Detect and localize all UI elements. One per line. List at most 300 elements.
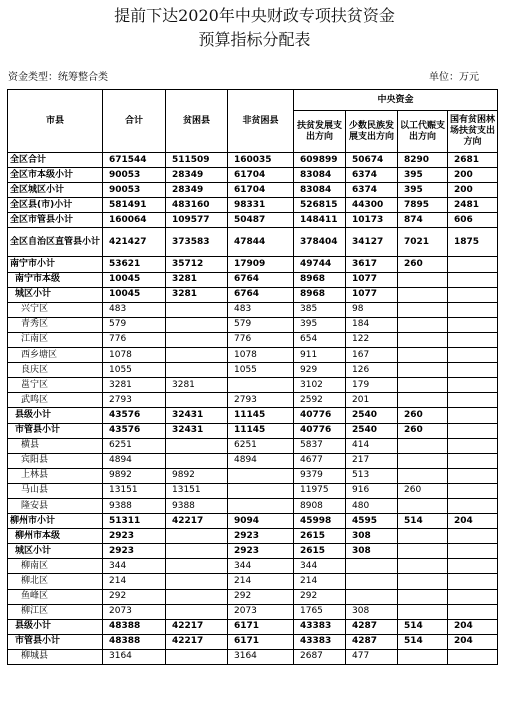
table-row xyxy=(8,183,498,198)
row-value: 373583 xyxy=(166,228,228,257)
header-ethnic-development: 少数民族发展支出方向 xyxy=(346,111,398,153)
row-value: 606 xyxy=(448,213,498,228)
row-value: 421427 xyxy=(103,228,166,257)
row-value xyxy=(228,378,294,393)
row-value: 483 xyxy=(103,302,166,317)
row-value: 8908 xyxy=(294,498,346,513)
row-name: 武鸣区 xyxy=(8,393,103,408)
table-row xyxy=(8,348,498,363)
row-value: 2592 xyxy=(294,393,346,408)
table-row xyxy=(8,198,498,213)
row-value: 581491 xyxy=(103,198,166,213)
row-name: 南宁市小计 xyxy=(8,257,103,272)
row-value: 9388 xyxy=(166,498,228,513)
row-name: 市管县小计 xyxy=(8,634,103,649)
row-value: 214 xyxy=(103,574,166,589)
row-value: 2073 xyxy=(103,604,166,619)
header-non-poor-county: 非贫困县 xyxy=(228,90,294,153)
row-value: 2681 xyxy=(448,153,498,168)
row-value: 179 xyxy=(346,378,398,393)
row-value: 204 xyxy=(448,634,498,649)
table-row xyxy=(8,438,498,453)
row-value xyxy=(166,574,228,589)
row-value: 6374 xyxy=(346,168,398,183)
row-name: 柳城县 xyxy=(8,649,103,664)
row-value xyxy=(166,453,228,468)
row-name: 上林县 xyxy=(8,468,103,483)
row-value xyxy=(398,348,448,363)
row-value: 17909 xyxy=(228,257,294,272)
table-row xyxy=(8,529,498,544)
table-row xyxy=(8,483,498,498)
row-value: 526815 xyxy=(294,198,346,213)
row-value: 1055 xyxy=(228,363,294,378)
row-value: 4894 xyxy=(103,453,166,468)
row-value: 344 xyxy=(228,559,294,574)
row-value: 513 xyxy=(346,468,398,483)
row-value xyxy=(398,332,448,347)
row-value: 47844 xyxy=(228,228,294,257)
row-value: 9388 xyxy=(103,498,166,513)
row-value xyxy=(398,287,448,302)
row-value xyxy=(448,574,498,589)
row-value xyxy=(448,302,498,317)
row-value xyxy=(448,348,498,363)
row-value: 4287 xyxy=(346,619,398,634)
row-value xyxy=(448,529,498,544)
row-value xyxy=(228,468,294,483)
row-name: 江南区 xyxy=(8,332,103,347)
header-work-relief: 以工代赈支出方向 xyxy=(398,111,448,153)
row-value xyxy=(228,498,294,513)
row-value xyxy=(166,348,228,363)
row-value xyxy=(448,453,498,468)
row-value: 2923 xyxy=(103,544,166,559)
row-value: 395 xyxy=(294,317,346,332)
row-value xyxy=(398,589,448,604)
row-value: 6171 xyxy=(228,634,294,649)
row-name: 柳州市本级 xyxy=(8,529,103,544)
row-value xyxy=(398,544,448,559)
row-value xyxy=(448,272,498,287)
row-value: 1055 xyxy=(103,363,166,378)
table-row xyxy=(8,408,498,423)
row-value: 1875 xyxy=(448,228,498,257)
row-value xyxy=(166,544,228,559)
row-value xyxy=(398,559,448,574)
row-value: 344 xyxy=(294,559,346,574)
row-value: 6251 xyxy=(228,438,294,453)
row-value xyxy=(448,589,498,604)
row-value: 483 xyxy=(228,302,294,317)
row-value: 28349 xyxy=(166,183,228,198)
table-row xyxy=(8,559,498,574)
table-row xyxy=(8,332,498,347)
table-row xyxy=(8,574,498,589)
row-value: 9379 xyxy=(294,468,346,483)
row-value xyxy=(166,589,228,604)
row-value: 40776 xyxy=(294,408,346,423)
header-county: 市县 xyxy=(8,90,103,153)
row-value: 201 xyxy=(346,393,398,408)
row-value xyxy=(398,363,448,378)
table-row xyxy=(8,378,498,393)
row-value: 308 xyxy=(346,529,398,544)
fund-type-label: 资金类型：统筹整合类 xyxy=(8,72,108,83)
row-value xyxy=(448,287,498,302)
table-row xyxy=(8,287,498,302)
row-value: 83084 xyxy=(294,183,346,198)
table-row xyxy=(8,468,498,483)
document-title: 提前下达2020年中央财政专项扶贫资金 xyxy=(114,6,395,25)
table-row xyxy=(8,257,498,272)
row-value: 3164 xyxy=(103,649,166,664)
row-value: 43383 xyxy=(294,634,346,649)
row-name: 全区县(市)小计 xyxy=(8,198,103,213)
row-name: 鱼峰区 xyxy=(8,589,103,604)
row-value xyxy=(448,378,498,393)
row-value: 260 xyxy=(398,483,448,498)
row-value xyxy=(166,529,228,544)
row-value xyxy=(448,468,498,483)
row-value: 42217 xyxy=(166,634,228,649)
row-value: 483160 xyxy=(166,198,228,213)
row-value: 609899 xyxy=(294,153,346,168)
row-value xyxy=(448,604,498,619)
row-value: 7021 xyxy=(398,228,448,257)
row-value: 11975 xyxy=(294,483,346,498)
row-value: 7895 xyxy=(398,198,448,213)
row-value xyxy=(166,438,228,453)
row-value: 874 xyxy=(398,213,448,228)
row-value xyxy=(398,529,448,544)
row-name: 全区合计 xyxy=(8,153,103,168)
row-value: 11145 xyxy=(228,423,294,438)
table-row xyxy=(8,423,498,438)
table-row xyxy=(8,317,498,332)
row-name: 西乡塘区 xyxy=(8,348,103,363)
row-value xyxy=(166,559,228,574)
row-name: 全区市管县小计 xyxy=(8,213,103,228)
row-value: 911 xyxy=(294,348,346,363)
row-value: 204 xyxy=(448,619,498,634)
row-value: 4677 xyxy=(294,453,346,468)
row-value: 98 xyxy=(346,302,398,317)
row-value: 2923 xyxy=(103,529,166,544)
row-value: 260 xyxy=(398,257,448,272)
row-value: 32431 xyxy=(166,408,228,423)
document-subtitle: 预算指标分配表 xyxy=(198,30,311,49)
row-value: 2615 xyxy=(294,544,346,559)
row-name: 宾阳县 xyxy=(8,453,103,468)
row-value: 214 xyxy=(228,574,294,589)
row-value: 48388 xyxy=(103,634,166,649)
row-value: 160064 xyxy=(103,213,166,228)
row-value: 42217 xyxy=(166,514,228,529)
row-value: 514 xyxy=(398,634,448,649)
row-value: 43576 xyxy=(103,423,166,438)
table-row xyxy=(8,363,498,378)
row-value xyxy=(228,483,294,498)
row-value: 2923 xyxy=(228,544,294,559)
row-value: 9892 xyxy=(103,468,166,483)
row-value: 160035 xyxy=(228,153,294,168)
row-value xyxy=(398,302,448,317)
table-body xyxy=(8,153,498,665)
table-row xyxy=(8,168,498,183)
row-value xyxy=(398,438,448,453)
row-value xyxy=(398,453,448,468)
row-value xyxy=(448,423,498,438)
row-value: 43383 xyxy=(294,619,346,634)
row-value xyxy=(448,438,498,453)
row-value xyxy=(346,574,398,589)
row-name: 柳南区 xyxy=(8,559,103,574)
row-name: 县级小计 xyxy=(8,408,103,423)
row-value: 260 xyxy=(398,408,448,423)
row-value: 579 xyxy=(103,317,166,332)
header-poverty-development: 扶贫发展支出方向 xyxy=(294,111,346,153)
row-value xyxy=(166,604,228,619)
row-value: 2923 xyxy=(228,529,294,544)
row-value: 2793 xyxy=(103,393,166,408)
row-value: 654 xyxy=(294,332,346,347)
row-value xyxy=(166,302,228,317)
row-name: 马山县 xyxy=(8,483,103,498)
row-value: 6764 xyxy=(228,272,294,287)
row-name: 县级小计 xyxy=(8,619,103,634)
row-value xyxy=(398,498,448,513)
table-row xyxy=(8,604,498,619)
row-value: 511509 xyxy=(166,153,228,168)
row-value: 2793 xyxy=(228,393,294,408)
row-value: 260 xyxy=(398,423,448,438)
row-value xyxy=(166,649,228,664)
row-name: 柳州市小计 xyxy=(8,514,103,529)
row-value: 3281 xyxy=(166,287,228,302)
row-value: 13151 xyxy=(103,483,166,498)
row-value: 44300 xyxy=(346,198,398,213)
row-value xyxy=(448,317,498,332)
row-value: 3102 xyxy=(294,378,346,393)
row-value: 671544 xyxy=(103,153,166,168)
row-value: 6251 xyxy=(103,438,166,453)
row-name: 青秀区 xyxy=(8,317,103,332)
row-value: 40776 xyxy=(294,423,346,438)
row-value xyxy=(448,257,498,272)
row-value: 1077 xyxy=(346,287,398,302)
table-row xyxy=(8,272,498,287)
row-value xyxy=(398,604,448,619)
row-name: 隆安县 xyxy=(8,498,103,513)
table-row xyxy=(8,153,498,168)
row-value: 200 xyxy=(448,168,498,183)
row-value xyxy=(166,363,228,378)
row-value: 90053 xyxy=(103,183,166,198)
row-value: 395 xyxy=(398,168,448,183)
row-value: 929 xyxy=(294,363,346,378)
row-value: 6374 xyxy=(346,183,398,198)
row-value: 3281 xyxy=(103,378,166,393)
table-row xyxy=(8,302,498,317)
row-value: 61704 xyxy=(228,183,294,198)
row-value: 308 xyxy=(346,604,398,619)
row-value: 53621 xyxy=(103,257,166,272)
row-value: 1078 xyxy=(228,348,294,363)
row-value: 50674 xyxy=(346,153,398,168)
row-value: 34127 xyxy=(346,228,398,257)
table-row xyxy=(8,498,498,513)
row-value xyxy=(398,574,448,589)
row-value: 98331 xyxy=(228,198,294,213)
table-row xyxy=(8,589,498,604)
row-name: 邕宁区 xyxy=(8,378,103,393)
row-value: 4287 xyxy=(346,634,398,649)
table-row xyxy=(8,514,498,529)
row-value: 204 xyxy=(448,514,498,529)
row-value: 378404 xyxy=(294,228,346,257)
row-value: 414 xyxy=(346,438,398,453)
row-value: 385 xyxy=(294,302,346,317)
row-value: 344 xyxy=(103,559,166,574)
row-value xyxy=(166,393,228,408)
header-total: 合计 xyxy=(103,90,166,153)
row-value xyxy=(346,589,398,604)
row-value xyxy=(448,393,498,408)
row-value: 49744 xyxy=(294,257,346,272)
table-row xyxy=(8,649,498,664)
row-value: 2540 xyxy=(346,423,398,438)
row-name: 兴宁区 xyxy=(8,302,103,317)
row-value: 916 xyxy=(346,483,398,498)
row-value: 308 xyxy=(346,544,398,559)
row-value: 90053 xyxy=(103,168,166,183)
row-name: 横县 xyxy=(8,438,103,453)
unit-label: 单位：万元 xyxy=(429,72,479,83)
row-value: 10045 xyxy=(103,272,166,287)
row-value: 148411 xyxy=(294,213,346,228)
row-value: 2073 xyxy=(228,604,294,619)
row-value: 28349 xyxy=(166,168,228,183)
row-value xyxy=(346,559,398,574)
row-value: 42217 xyxy=(166,619,228,634)
row-value: 35712 xyxy=(166,257,228,272)
table-row xyxy=(8,453,498,468)
row-value xyxy=(398,378,448,393)
row-value: 61704 xyxy=(228,168,294,183)
row-value xyxy=(398,272,448,287)
row-value: 83084 xyxy=(294,168,346,183)
row-value: 9094 xyxy=(228,514,294,529)
row-value: 32431 xyxy=(166,423,228,438)
row-value: 3617 xyxy=(346,257,398,272)
row-value: 184 xyxy=(346,317,398,332)
row-value: 2540 xyxy=(346,408,398,423)
row-value: 395 xyxy=(398,183,448,198)
row-value: 4894 xyxy=(228,453,294,468)
row-name: 柳江区 xyxy=(8,604,103,619)
header-central-funds: 中央资金 xyxy=(294,90,498,111)
table-row xyxy=(8,393,498,408)
row-value: 776 xyxy=(103,332,166,347)
row-value: 8290 xyxy=(398,153,448,168)
row-name: 良庆区 xyxy=(8,363,103,378)
row-value: 13151 xyxy=(166,483,228,498)
row-value xyxy=(448,483,498,498)
row-value: 200 xyxy=(448,183,498,198)
row-value: 292 xyxy=(103,589,166,604)
row-name: 城区小计 xyxy=(8,544,103,559)
row-value: 2481 xyxy=(448,198,498,213)
row-value: 11145 xyxy=(228,408,294,423)
row-value: 6764 xyxy=(228,287,294,302)
table-row xyxy=(8,228,498,257)
row-value xyxy=(448,363,498,378)
row-name: 市管县小计 xyxy=(8,423,103,438)
row-value: 514 xyxy=(398,514,448,529)
row-value: 122 xyxy=(346,332,398,347)
row-value: 126 xyxy=(346,363,398,378)
row-value xyxy=(398,317,448,332)
row-value xyxy=(398,393,448,408)
header-poor-county: 贫困县 xyxy=(166,90,228,153)
row-name: 全区城区小计 xyxy=(8,183,103,198)
row-value: 4595 xyxy=(346,514,398,529)
row-value: 1765 xyxy=(294,604,346,619)
row-value: 8968 xyxy=(294,272,346,287)
row-value: 48388 xyxy=(103,619,166,634)
row-value: 3281 xyxy=(166,272,228,287)
row-value: 10045 xyxy=(103,287,166,302)
budget-allocation-table xyxy=(7,89,498,665)
row-value: 5837 xyxy=(294,438,346,453)
row-name: 全区市本级小计 xyxy=(8,168,103,183)
header-forest-farm: 国有贫困林场扶贫支出方向 xyxy=(448,111,498,153)
row-value: 1078 xyxy=(103,348,166,363)
table-row xyxy=(8,544,498,559)
row-value: 292 xyxy=(228,589,294,604)
row-value xyxy=(448,408,498,423)
row-name: 城区小计 xyxy=(8,287,103,302)
row-value: 477 xyxy=(346,649,398,664)
row-name: 全区自治区直管县小计 xyxy=(8,228,103,257)
row-value: 292 xyxy=(294,589,346,604)
table-row xyxy=(8,213,498,228)
row-value: 3281 xyxy=(166,378,228,393)
row-value: 2687 xyxy=(294,649,346,664)
row-value: 10173 xyxy=(346,213,398,228)
row-value: 1077 xyxy=(346,272,398,287)
row-value: 51311 xyxy=(103,514,166,529)
row-value xyxy=(166,317,228,332)
row-value xyxy=(448,544,498,559)
row-value: 514 xyxy=(398,619,448,634)
row-value: 776 xyxy=(228,332,294,347)
row-value: 50487 xyxy=(228,213,294,228)
row-value xyxy=(448,559,498,574)
row-value xyxy=(448,498,498,513)
row-value: 480 xyxy=(346,498,398,513)
row-value: 43576 xyxy=(103,408,166,423)
row-value: 214 xyxy=(294,574,346,589)
row-value: 8968 xyxy=(294,287,346,302)
row-value xyxy=(398,649,448,664)
row-name: 柳北区 xyxy=(8,574,103,589)
row-value: 6171 xyxy=(228,619,294,634)
row-value: 579 xyxy=(228,317,294,332)
row-value: 109577 xyxy=(166,213,228,228)
row-value xyxy=(448,332,498,347)
